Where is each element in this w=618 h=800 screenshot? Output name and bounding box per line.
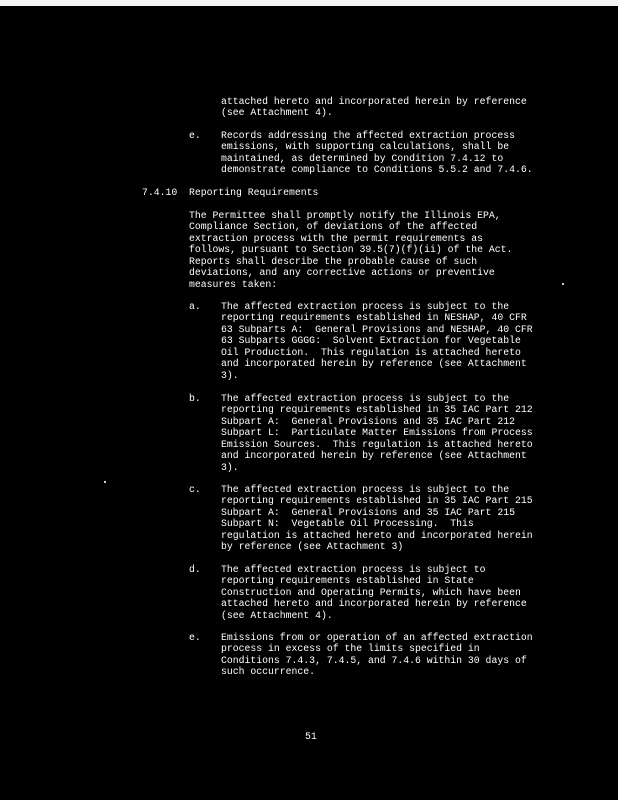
item-d-label: d. — [189, 564, 201, 575]
section-number: 7.4.10 — [142, 187, 178, 198]
item-a-text: The affected extraction process is subject to the reporting requirements established in NESHAP, 40 CFR 63 Subparts A: General Provisions and NESHAP, 40 CFR 63 Subparts GGGG: Solvent Extraction for Vegetable Oil Production. This regulation is attached hereto and incorporated herein by reference (see Attachment 3). — [221, 301, 533, 381]
item-e-label: e. — [189, 632, 201, 643]
section-title: Reporting Requirements — [189, 187, 319, 198]
item-c-text: The affected extraction process is subject to the reporting requirements established in 35 IAC Part 215 Subpart A: General Provisions and 35 IAC Part 215 Subpart N: Vegetable Oil Processing. This regulation is attached hereto and incorporated herein by reference (see Attachment 3) — [221, 484, 533, 553]
item-b-text: The affected extraction process is subject to the reporting requirements established in 35 IAC Part 212 Subpart A: General Provisions and 35 IAC Part 212 Subpart L: Particulate Matter Emissions from Process Emission Sources. This regulation is attached hereto and incorporated herein by reference (see Attachment 3). — [221, 393, 533, 473]
item-b-label: b. — [189, 393, 201, 404]
scan-speck — [104, 481, 106, 483]
page-number: 51 — [305, 731, 317, 742]
item-d-text: The affected extraction process is subject to reporting requirements established in State Construction and Operating Permits, which have been attached hereto and incorporated herein by reference (see Attachment 4). — [221, 564, 527, 621]
top-edge-rule — [0, 0, 618, 6]
continuation-text: attached hereto and incorporated herein by reference (see Attachment 4). — [221, 96, 527, 119]
item-e-prev-label: e. — [189, 130, 201, 141]
intro-paragraph: The Permittee shall promptly notify the Illinois EPA, Compliance Section, of deviations of the affected extraction process with the permit requirements as follows, pursuant to Section 39.5(7)(f)(ii) of the Act. Reports shall describe the probable cause of such deviations, and any corrective actions or preventive measures taken: — [189, 210, 513, 290]
item-e-prev-text: Records addressing the affected extraction process emissions, with supporting calculations, shall be maintained, as determined by Condition 7.4.12 to demonstrate compliance to Conditions 5.5.2 and 7.4.6. — [221, 130, 533, 176]
item-e-text: Emissions from or operation of an affected extraction process in excess of the limits specified in Conditions 7.4.3, 7.4.5, and 7.4.6 within 30 days of such occurrence. — [221, 632, 533, 678]
scan-speck — [562, 283, 564, 285]
item-c-label: c. — [189, 484, 201, 495]
item-a-label: a. — [189, 301, 201, 312]
